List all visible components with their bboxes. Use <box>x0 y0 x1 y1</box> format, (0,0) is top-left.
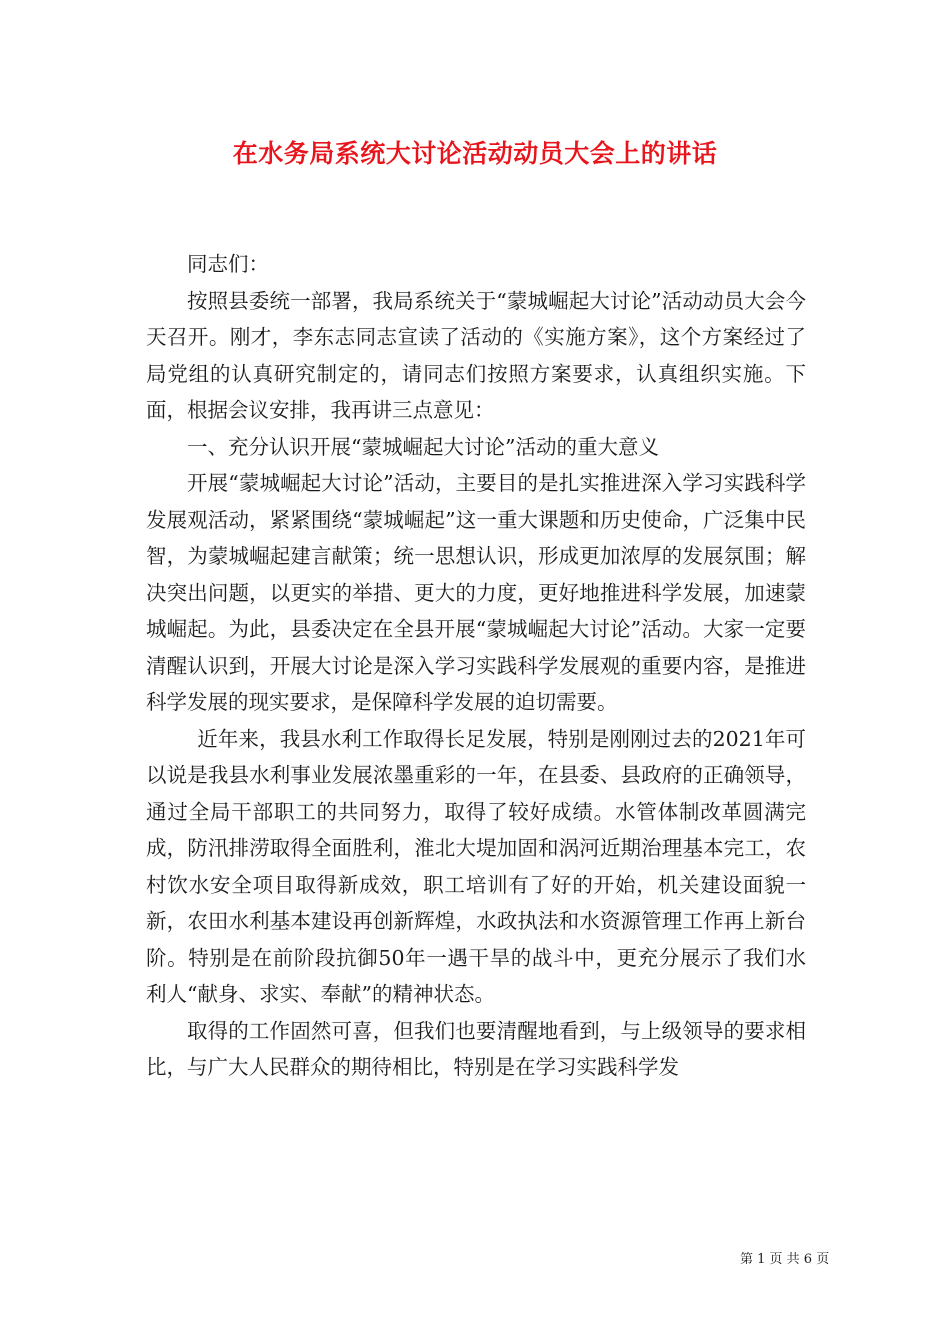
achievements-paragraph: 近年来，我县水利工作取得长足发展，特别是刚刚过去的2021年可以说是我县水利事业发展浓墨重彩的一年，在县委、县政府的正确领导，通过全局干部职工的共同努力，取得了较好成绩。水管体制改革圆满完成，防汛排涝取得全面胜利，淮北大堤加固和涡河近期治理基本完工，农村饮水安全项目取得新成效，职工培训有了好的开始，机关建设面貌一新，农田水利基本建设再创新辉煌，水政执法和水资源管理工作再上新台阶。特别是在前阶段抗御50年一遇干旱的战斗中，更充分展示了我们水利人“献身、求实、奉献”的精神状态。 <box>146 726 806 1006</box>
section-heading-1: 一、充分认识开展“蒙城崛起大讨论”活动的重大意义 <box>187 434 659 459</box>
shortcomings-paragraph: 取得的工作固然可喜，但我们也要清醒地看到，与上级领导的要求相比，与广大人民群众的期待相比，特别是在学习实践科学发 <box>146 1018 806 1079</box>
significance-paragraph: 开展“蒙城崛起大讨论”活动，主要目的是扎实推进深入学习实践科学发展观活动，紧紧围绕“蒙城崛起”这一重大课题和历史使命，广泛集中民智，为蒙城崛起建言献策；统一思想认识，形成更加浓厚的发展氛围；解决突出问题，以更实的举措、更大的力度，更好地推进科学发展，加速蒙城崛起。为此，县委决定在全县开展“蒙城崛起大讨论”活动。大家一定要清醒认识到，开展大讨论是深入学习实践科学发展观的重要内容，是推进科学发展的现实要求，是保障科学发展的迫切需要。 <box>146 471 806 714</box>
intro-paragraph: 按照县委统一部署，我局系统关于“蒙城崛起大讨论”活动动员大会今天召开。刚才，李东志同志宣读了活动的《实施方案》，这个方案经过了局党组的认真研究制定的，请同志们按照方案要求，认真组织实施。下面，根据会议安排，我再讲三点意见： <box>146 288 806 422</box>
page-number: 第 1 页 共 6 页 <box>740 1252 830 1267</box>
document-body <box>146 246 806 1086</box>
document-title: 在水务局系统大讨论活动动员大会上的讲话 <box>232 139 718 168</box>
salutation: 同志们： <box>187 252 269 276</box>
